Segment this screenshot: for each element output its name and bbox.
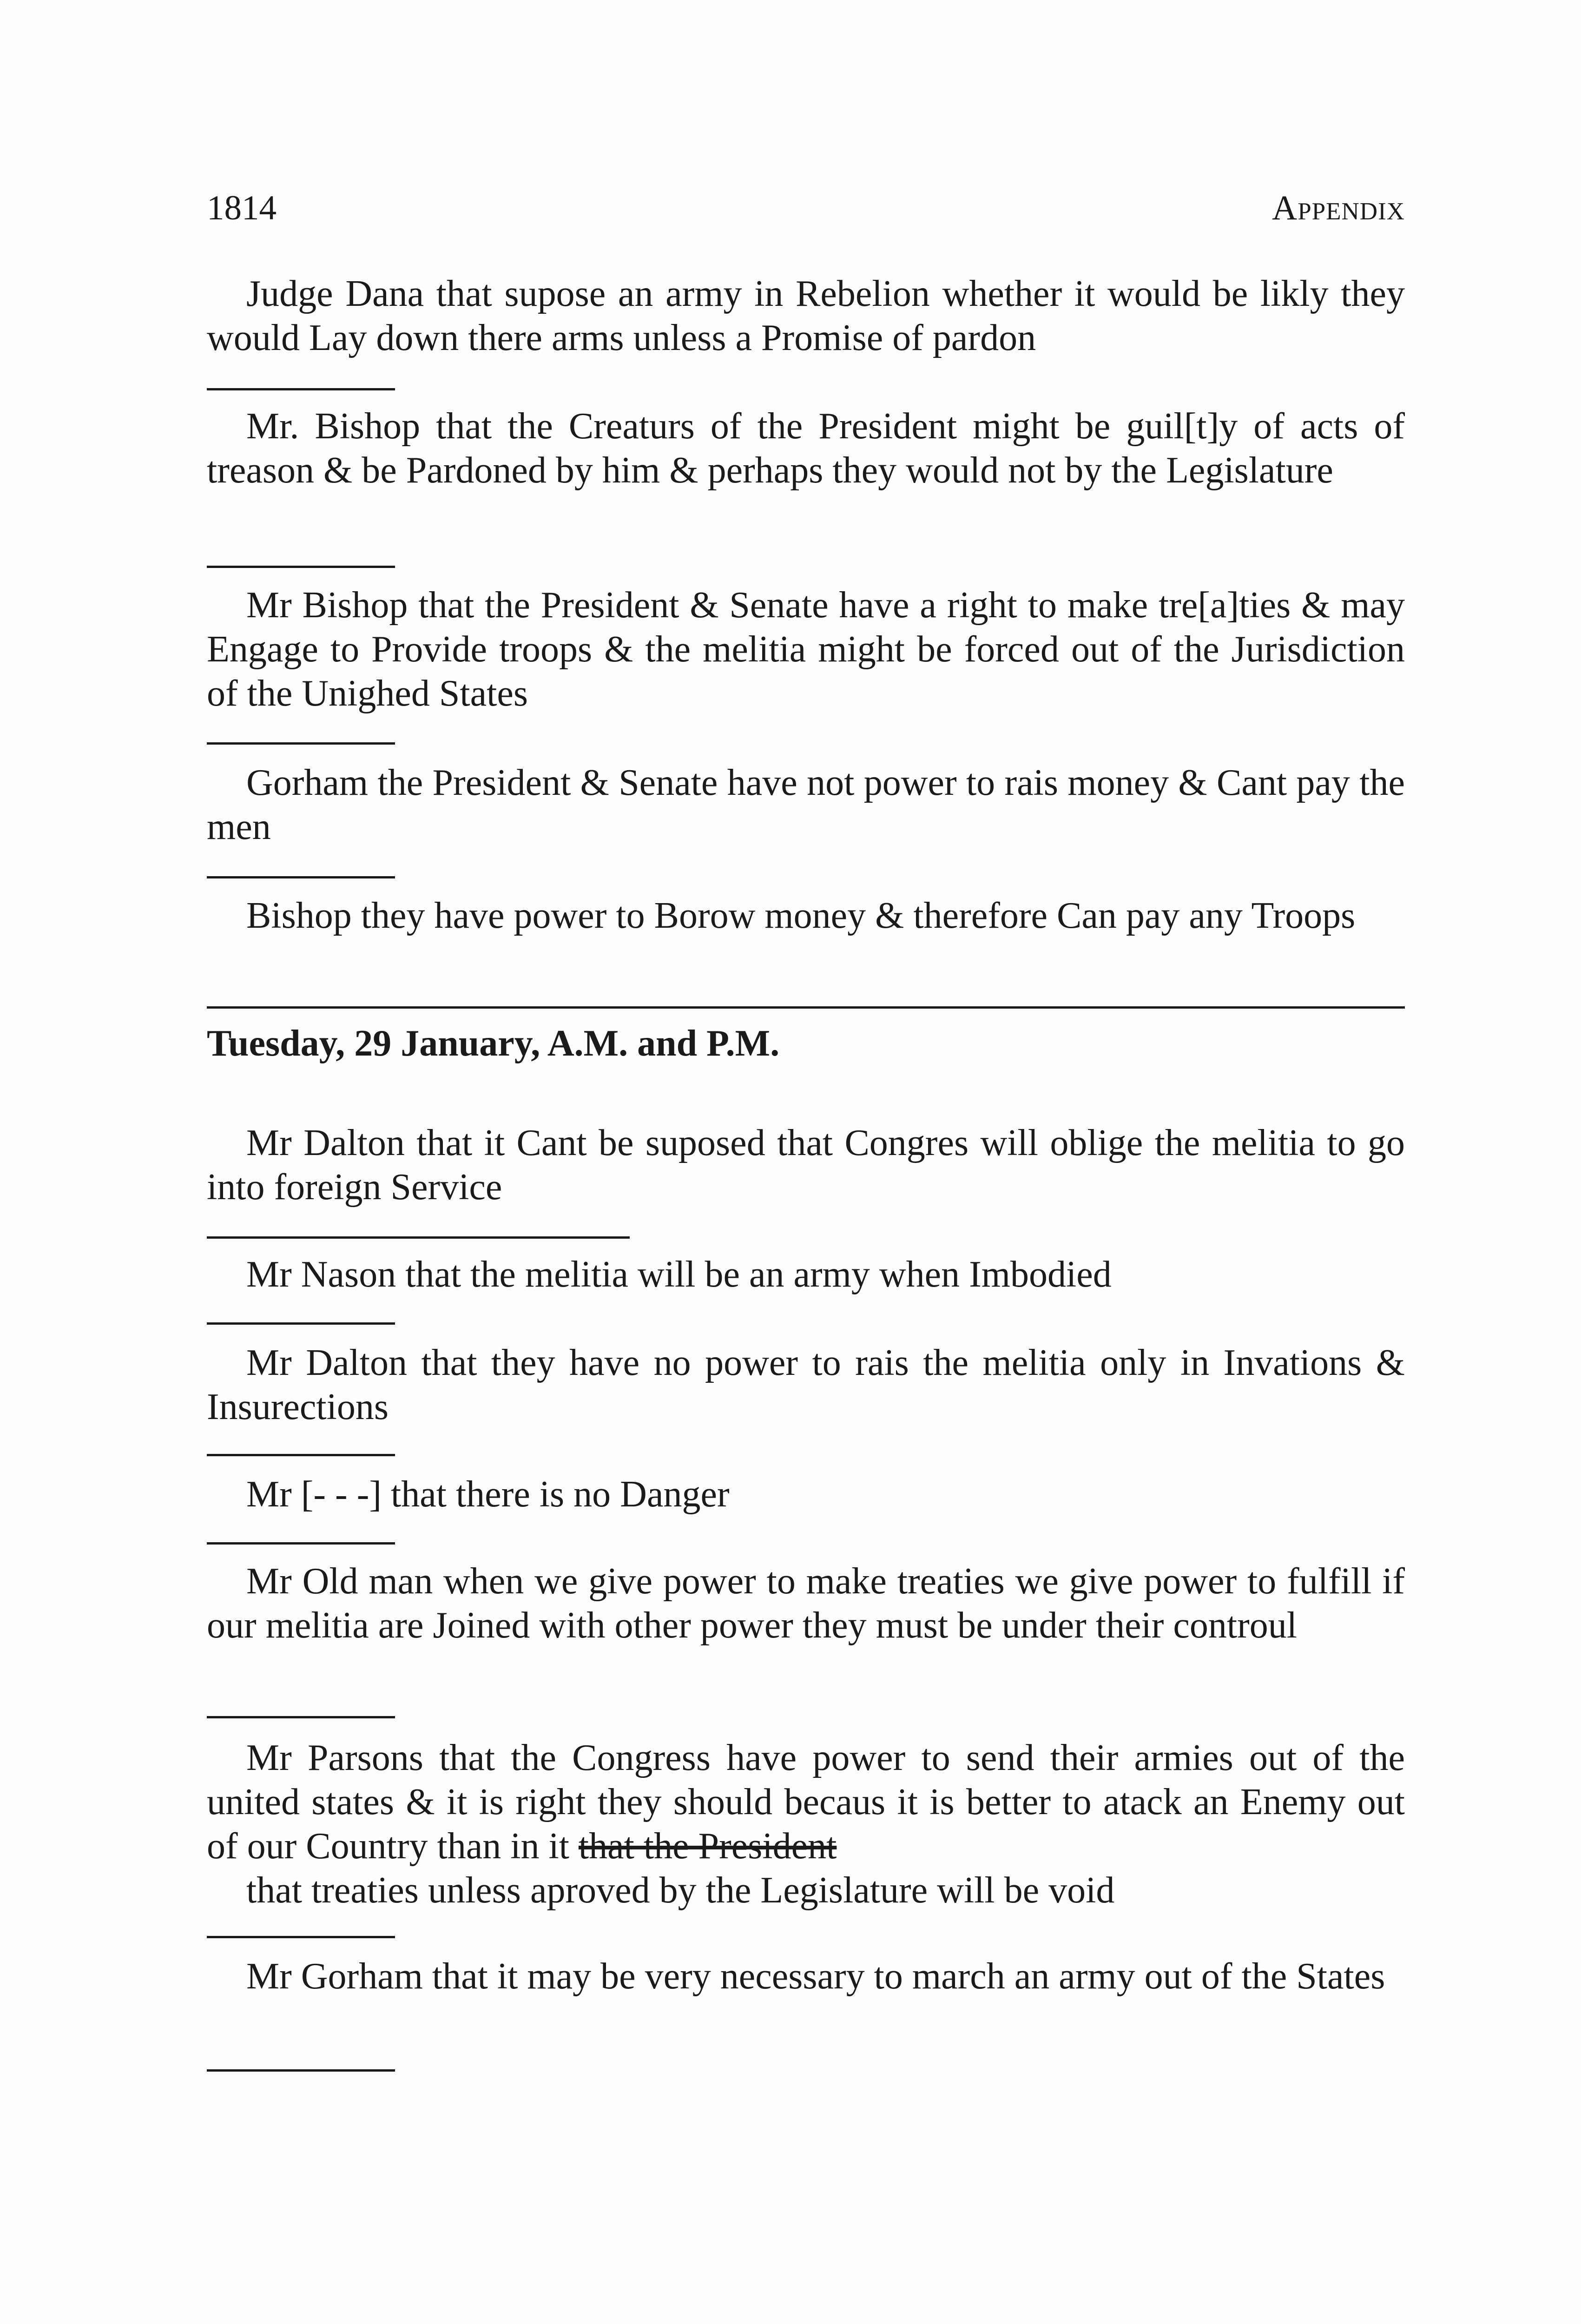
entry-old-man: Mr Old man when we give power to make treaties we give power to fulfill if our melitia are Joined with other power they must be under their controul [207,1561,1405,1646]
section-end-rule [207,1006,1405,1009]
entry-gorham-money: Gorham the President & Senate have not power to rais money & Cant pay the men [207,762,1405,847]
entry-bishop-borow: Bishop they have power to Borow money & therefore Can pay any Troops [246,895,1356,936]
separator-rule [207,742,395,745]
separator-rule [207,2069,395,2072]
entry-parsons-text: Mr Parsons that the Congress have power to send their armies out of the united states & it is right they should becaus it is better to atack an Enemy out of our Country than in it [207,1737,1405,1867]
entry-parsons-continuation: that treaties unless aproved by the Legislature will be void [246,1870,1115,1911]
separator-rule [207,566,395,568]
entry-gorham-march: Mr Gorham that it may be very necessary to march an army out of the States [246,1956,1385,1997]
entry-dalton-foreign: Mr Dalton that it Cant be suposed that Congres will oblige the melitia to go into foreign Service [207,1122,1405,1208]
separator-rule [207,1322,395,1325]
separator-rule [207,1936,395,1938]
entry-parsons [207,1736,1405,1913]
entry-dalton-invations: Mr Dalton that they have no power to rais the melitia only in Invations & Insurections [207,1342,1405,1427]
day-heading: Tuesday, 29 January, A.M. and P.M. [207,1023,780,1064]
entry-dana: Judge Dana that supose an army in Rebelion whether it would be likly they would Lay down there arms unless a Promise of pardon [207,273,1405,358]
entry-bishop-creaturs: Mr. Bishop that the Creaturs of the President might be guil[t]y of acts of treason & be Pardoned by him & perhaps they would not by the Legislature [207,406,1405,491]
separator-rule [207,1454,395,1456]
section-label: Appendix [1272,189,1405,227]
entry-unnamed-danger: Mr [- - -] that there is no Danger [246,1474,730,1515]
page-number: 1814 [207,189,277,227]
entry-bishop-treaties: Mr Bishop that the President & Senate have a right to make tre[a]ties & may Engage to Provide troops & the melitia might be forced out of the Jurisdiction of the Unighed States [207,585,1405,714]
separator-rule [207,1716,395,1718]
entry-nason: Mr Nason that the melitia will be an army when Imbodied [246,1254,1112,1295]
running-head [207,188,1405,230]
separator-rule [207,388,395,390]
separator-rule [207,1236,630,1239]
struck-text: that the President [578,1826,837,1867]
separator-rule [207,876,395,878]
separator-rule [207,1542,395,1545]
